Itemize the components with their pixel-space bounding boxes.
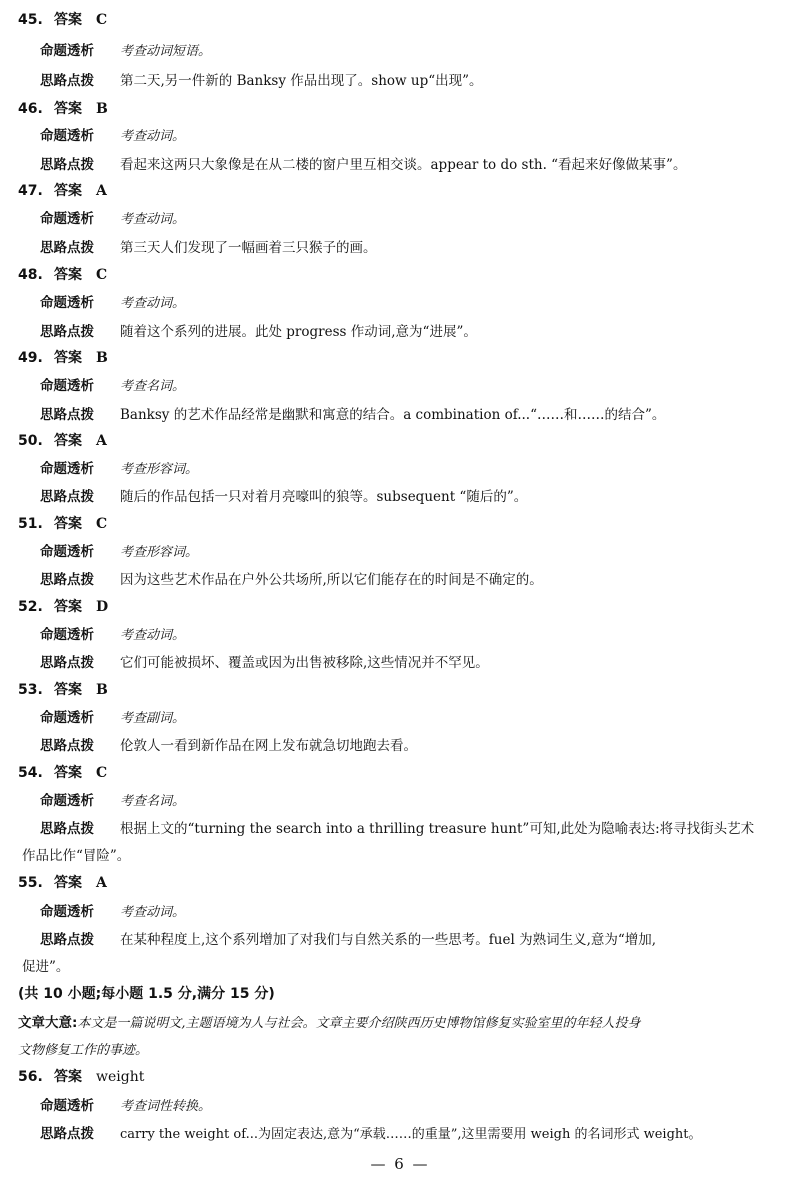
analysis-label: 命题透析 — [40, 1098, 94, 1114]
answer-value: C — [96, 12, 108, 28]
hint-text: carry the weight of...为固定表达,意为“承载……的重量”,这里需要用 weigh 的名词形式 weight。 — [120, 1127, 702, 1142]
answer-value: weight — [96, 1069, 145, 1085]
analysis-text: 考查动词。 — [120, 296, 186, 311]
hint-label: 思路点拨 — [40, 240, 94, 256]
hint-text: Banksy 的艺术作品经常是幽默和寓意的结合。a combination of...“……和……的结合”。 — [120, 407, 666, 423]
question-46-header — [18, 99, 108, 119]
summary-line-2: 文物修复工作的事迹。 — [18, 1043, 149, 1058]
hint-label: 思路点拨 — [40, 932, 94, 948]
answer-label: 答案 — [54, 12, 82, 28]
hint-label: 思路点拨 — [40, 738, 94, 754]
analysis-label: 命题透析 — [40, 295, 94, 311]
analysis-text: 考查动词。 — [120, 129, 186, 144]
question-45-header — [18, 10, 107, 30]
question-53-header — [18, 680, 108, 700]
answer-label: 答案 — [54, 101, 82, 117]
analysis-text: 考查动词。 — [120, 212, 186, 227]
answer-label: 答案 — [54, 1069, 82, 1085]
answer-label: 答案 — [54, 516, 82, 532]
question-49-header — [18, 348, 108, 368]
analysis-line — [40, 1096, 778, 1117]
hint-label: 思路点拨 — [40, 572, 94, 588]
hint-line — [40, 930, 778, 950]
analysis-label: 命题透析 — [40, 211, 94, 227]
answer-value: B — [96, 682, 108, 698]
question-number: 56. — [18, 1069, 43, 1085]
hint-line — [40, 1124, 778, 1145]
analysis-line — [40, 209, 778, 230]
hint-text: 因为这些艺术作品在户外公共场所,所以它们能存在的时间是不确定的。 — [120, 572, 543, 588]
summary-label: 文章大意: — [18, 1015, 78, 1031]
hint-label: 思路点拨 — [40, 324, 94, 340]
question-number: 51. — [18, 516, 43, 532]
analysis-label: 命题透析 — [40, 461, 94, 477]
analysis-line — [40, 542, 778, 563]
hint-line — [40, 322, 778, 342]
hint-label: 思路点拨 — [40, 157, 94, 173]
analysis-text: 考查名词。 — [120, 794, 186, 809]
hint-text: 看起来这两只大象像是在从二楼的窗户里互相交谈。appear to do sth. “看起来好像做某事”。 — [120, 157, 687, 173]
question-48-header — [18, 265, 107, 285]
article-summary-cont — [18, 1039, 778, 1062]
analysis-line — [40, 791, 778, 812]
hint-label: 思路点拨 — [40, 489, 94, 505]
answer-label: 答案 — [54, 599, 82, 615]
analysis-line — [40, 459, 778, 480]
answer-value: C — [96, 267, 108, 283]
answer-value: B — [96, 350, 108, 366]
analysis-text: 考查形容词。 — [120, 545, 199, 560]
question-number: 55. — [18, 875, 43, 891]
analysis-label: 命题透析 — [40, 43, 94, 59]
answer-label: 答案 — [54, 267, 82, 283]
question-52-header — [18, 597, 108, 617]
hint-text: 伦敦人一看到新作品在网上发布就急切地跑去看。 — [120, 738, 417, 754]
answer-value: C — [96, 765, 108, 781]
hint-label: 思路点拨 — [40, 73, 94, 89]
question-54-header — [18, 763, 107, 783]
hint-text: 在某种程度上,这个系列增加了对我们与自然关系的一些思考。fuel 为熟词生义,意为“增加, — [120, 932, 657, 948]
analysis-label: 命题透析 — [40, 128, 94, 144]
hint-text: 它们可能被损坏、覆盖或因为出售被移除,这些情况并不罕见。 — [120, 655, 489, 671]
answer-label: 答案 — [54, 875, 82, 891]
analysis-line — [40, 625, 778, 646]
answer-label: 答案 — [54, 350, 82, 366]
hint-line — [40, 570, 778, 590]
answer-value: C — [96, 516, 108, 532]
answer-label: 答案 — [54, 183, 82, 199]
hint-line — [40, 238, 778, 258]
analysis-text: 考查动词。 — [120, 628, 186, 643]
hint-label: 思路点拨 — [40, 1126, 94, 1142]
question-number: 45. — [18, 12, 43, 28]
question-number: 52. — [18, 599, 43, 615]
hint-text: 随后的作品包括一只对着月亮嚎叫的狼等。subsequent “随后的”。 — [120, 489, 528, 505]
answer-label: 答案 — [54, 765, 82, 781]
analysis-text: 考查副词。 — [120, 711, 186, 726]
answer-value: B — [96, 101, 108, 117]
analysis-text: 考查名词。 — [120, 379, 186, 394]
analysis-text: 考查动词。 — [120, 905, 186, 920]
analysis-label: 命题透析 — [40, 793, 94, 809]
question-51-header — [18, 514, 107, 534]
question-number: 47. — [18, 183, 43, 199]
section-header: (共 10 小题;每小题 1.5 分,满分 15 分) — [18, 986, 275, 1002]
summary-line-1: 本文是一篇说明文,主题语境为人与社会。文章主要介绍陕西历史博物馆修复实验室里的年轻人投身 — [77, 1016, 641, 1031]
hint-continuation: 促进”。 — [22, 959, 70, 975]
hint-continuation: 作品比作“冒险”。 — [22, 848, 131, 864]
analysis-label: 命题透析 — [40, 710, 94, 726]
question-47-header — [18, 181, 107, 201]
answer-label: 答案 — [54, 682, 82, 698]
question-56-header — [18, 1067, 144, 1087]
article-summary — [18, 1012, 778, 1035]
analysis-text: 考查词性转换。 — [120, 1099, 212, 1114]
analysis-text: 考查形容词。 — [120, 462, 199, 477]
hint-line — [40, 155, 778, 175]
hint-label: 思路点拨 — [40, 407, 94, 423]
hint-text: 第三天人们发现了一幅画着三只猴子的画。 — [120, 240, 377, 256]
analysis-text: 考查动词短语。 — [120, 44, 212, 59]
answer-label: 答案 — [54, 433, 82, 449]
hint-text: 第二天,另一件新的 Banksy 作品出现了。show up“出现”。 — [120, 73, 483, 89]
analysis-label: 命题透析 — [40, 627, 94, 643]
question-50-header — [18, 431, 107, 451]
answer-value: A — [96, 875, 107, 891]
question-number: 50. — [18, 433, 43, 449]
analysis-line — [40, 126, 778, 147]
analysis-line — [40, 902, 778, 923]
analysis-label: 命题透析 — [40, 904, 94, 920]
hint-line — [40, 653, 778, 673]
analysis-line — [40, 376, 778, 397]
hint-label: 思路点拨 — [40, 821, 94, 837]
page-number: — 6 — — [370, 1155, 430, 1173]
hint-line — [40, 405, 778, 425]
hint-line — [40, 819, 778, 839]
answer-value: D — [96, 599, 109, 615]
hint-line — [40, 71, 778, 91]
hint-label: 思路点拨 — [40, 655, 94, 671]
analysis-line — [40, 41, 778, 62]
answer-value: A — [96, 433, 107, 449]
question-number: 48. — [18, 267, 43, 283]
question-number: 54. — [18, 765, 43, 781]
hint-text: 根据上文的“turning the search into a thrilling treasure hunt”可知,此处为隐喻表达:将寻找街头艺术 — [120, 821, 755, 837]
analysis-label: 命题透析 — [40, 378, 94, 394]
hint-line — [40, 736, 778, 756]
question-55-header — [18, 873, 107, 893]
question-number: 53. — [18, 682, 43, 698]
analysis-line — [40, 293, 778, 314]
question-number: 46. — [18, 101, 43, 117]
hint-line — [40, 487, 778, 507]
answer-value: A — [96, 183, 107, 199]
analysis-line — [40, 708, 778, 729]
hint-text: 随着这个系列的进展。此处 progress 作动词,意为“进展”。 — [120, 324, 477, 340]
question-number: 49. — [18, 350, 43, 366]
analysis-label: 命题透析 — [40, 544, 94, 560]
